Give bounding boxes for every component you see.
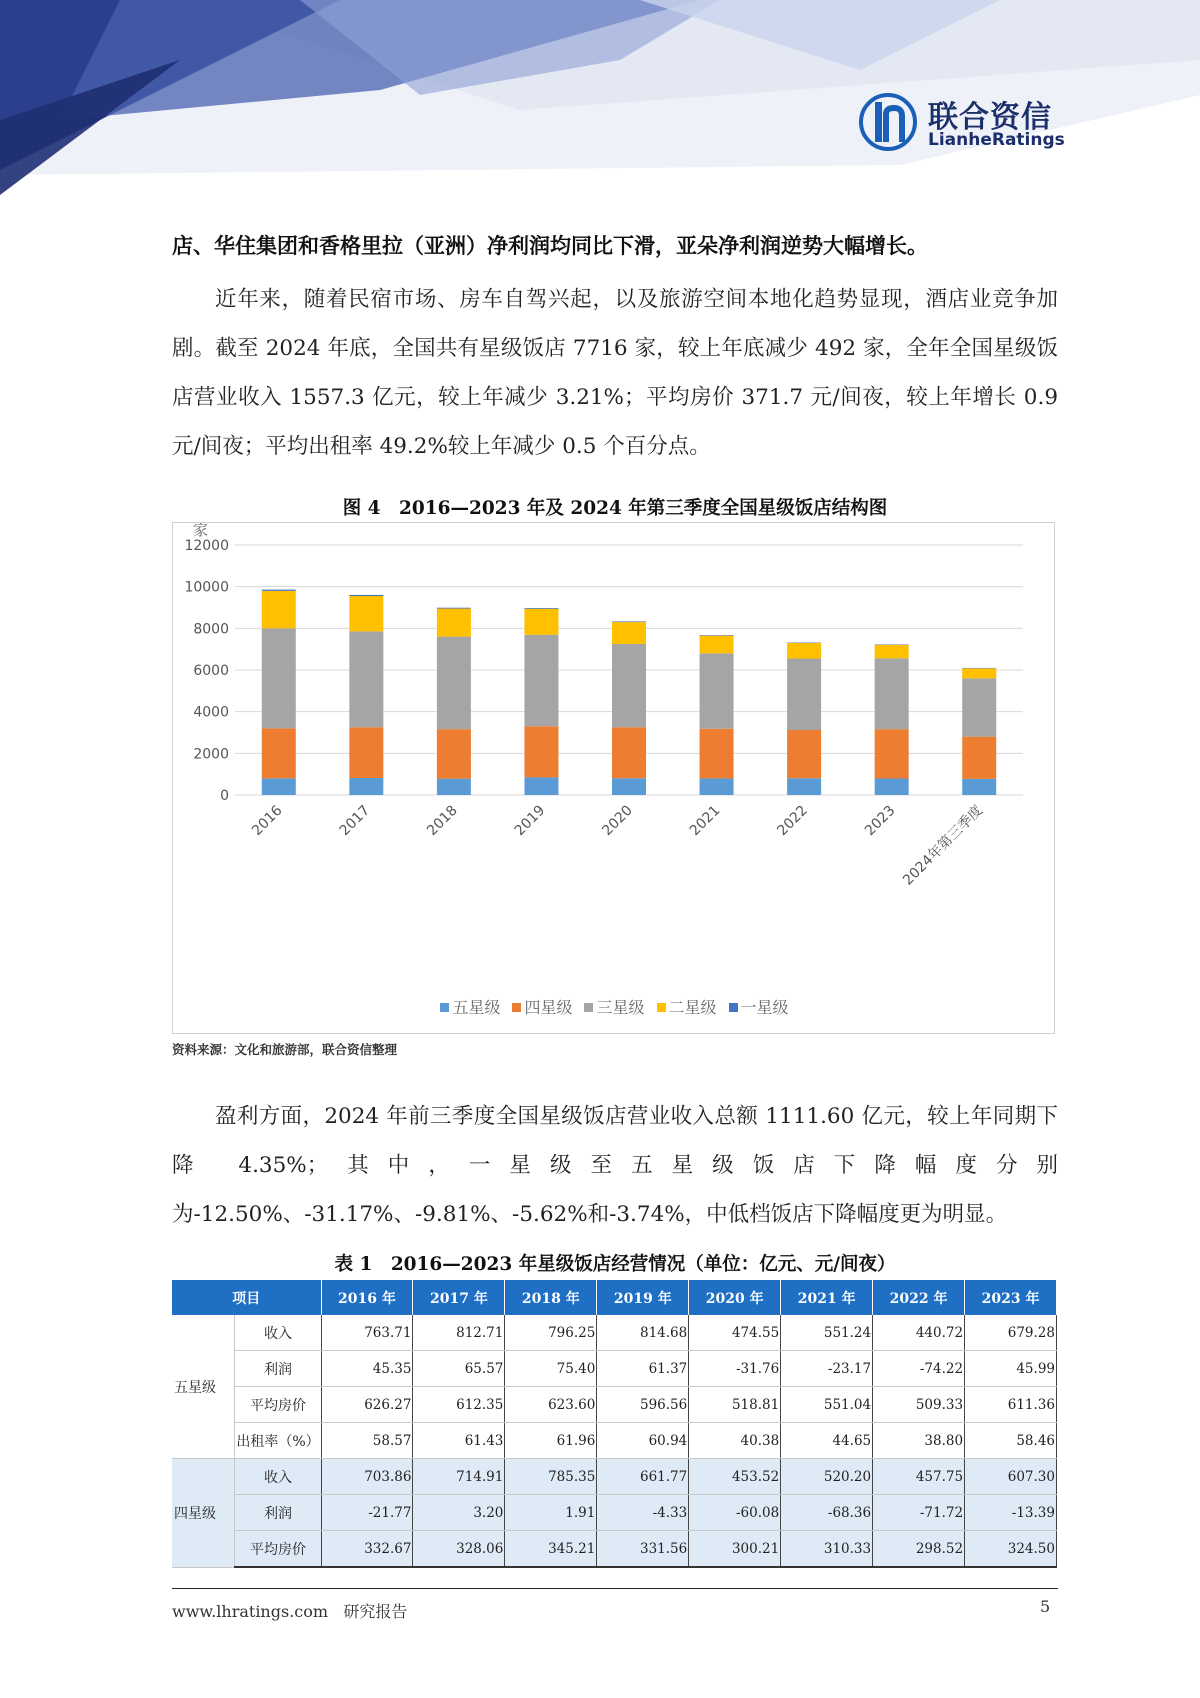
- table-cell: 44.65: [781, 1423, 873, 1459]
- bar-segment-2: [262, 628, 296, 728]
- footer-divider: [172, 1588, 1058, 1589]
- bar-segment-3: [524, 609, 558, 635]
- y-tick-label: 12000: [184, 538, 229, 554]
- y-tick-label: 4000: [193, 704, 229, 721]
- table-row: [172, 1459, 1057, 1495]
- y-tick-label: 8000: [193, 621, 229, 638]
- x-tick-label: 2018: [424, 802, 461, 840]
- table-cell: -23.17: [781, 1351, 873, 1387]
- table-cell: 345.21: [505, 1531, 597, 1568]
- table-header-cell: 2017 年: [413, 1280, 505, 1315]
- x-tick-label: 2020: [599, 802, 636, 840]
- y-tick-label: 10000: [184, 579, 229, 596]
- table-cell: -60.08: [689, 1495, 781, 1531]
- table-cell: 474.55: [689, 1315, 781, 1351]
- table-cell: -21.77: [321, 1495, 413, 1531]
- bar-segment-4: [262, 590, 296, 591]
- bar-segment-1: [962, 737, 996, 779]
- legend-label: 二星级: [668, 998, 717, 1017]
- bar-segment-4: [349, 595, 383, 596]
- figure-title: 图 4 2016—2023 年及 2024 年第三季度全国星级饭店结构图: [342, 498, 888, 519]
- bar-segment-0: [349, 778, 383, 795]
- legend-label: 一星级: [740, 998, 789, 1017]
- x-tick-label: 2024年第三季度: [900, 802, 987, 889]
- table-cell: 626.27: [321, 1387, 413, 1423]
- legend-item: [657, 995, 717, 1018]
- legend-swatch: [584, 1003, 593, 1012]
- bar-segment-2: [700, 653, 734, 728]
- table-header-cell: 项目: [172, 1280, 321, 1315]
- stacked-bar-chart: [173, 523, 1056, 1035]
- x-tick-label: 2021: [686, 802, 724, 840]
- table-cell: 60.94: [597, 1423, 689, 1459]
- table-header-cell: 2023 年: [965, 1280, 1057, 1315]
- table-cell: 3.20: [413, 1495, 505, 1531]
- table-item-label: 收入: [234, 1315, 321, 1351]
- table-cell: 38.80: [873, 1423, 965, 1459]
- x-tick-label: 2023: [861, 802, 899, 840]
- table-row: [172, 1351, 1057, 1387]
- table-title: 表 1 2016—2023 年星级饭店经营情况（单位：亿元、元/间夜）: [334, 1254, 896, 1275]
- table-cell: -13.39: [965, 1495, 1057, 1531]
- table-cell: -4.33: [597, 1495, 689, 1531]
- table-cell: 714.91: [413, 1459, 505, 1495]
- bar-segment-1: [875, 729, 909, 778]
- footer-left: [172, 1599, 407, 1622]
- table-cell: 1.91: [505, 1495, 597, 1531]
- table-cell: 75.40: [505, 1351, 597, 1387]
- bar-segment-0: [612, 778, 646, 795]
- table-cell: -71.72: [873, 1495, 965, 1531]
- table-item-label: 收入: [234, 1459, 321, 1495]
- lianhe-ratings-logo: [858, 92, 1068, 156]
- table-cell: 763.71: [321, 1315, 413, 1351]
- bar-segment-1: [612, 727, 646, 778]
- table-item-label: 出租率（%）: [234, 1423, 321, 1459]
- table-cell: 440.72: [873, 1315, 965, 1351]
- table-cell: 785.35: [505, 1459, 597, 1495]
- paragraph-hotel-market: 近年来，随着民宿市场、房车自驾兴起，以及旅游空间本地化趋势显现，酒店业竞争加剧。截至 2024 年底，全国共有星级饭店 7716 家，较上年底减少 492 家，全年全国星级饭店营业收入 1557.3 亿元，较上年减少 3.21%；平均房价 371.7 元/间夜，较上年增长 0.9 元/间夜；平均出租率 49.2%较上年减少 0.5 个百分点。: [172, 287, 1058, 459]
- table-header-row: [172, 1280, 1057, 1315]
- table-header-cell: 2018 年: [505, 1280, 597, 1315]
- table-group-label: 四星级: [172, 1459, 234, 1568]
- bar-segment-0: [524, 777, 558, 795]
- bar-segment-1: [787, 730, 821, 778]
- table-cell: 324.50: [965, 1531, 1057, 1568]
- table-cell: 509.33: [873, 1387, 965, 1423]
- bar-segment-0: [787, 778, 821, 795]
- logo-chinese-name: 联合资信: [928, 100, 1052, 135]
- table-cell: 331.56: [597, 1531, 689, 1568]
- table-cell: 61.43: [413, 1423, 505, 1459]
- table-cell: 703.86: [321, 1459, 413, 1495]
- bar-segment-3: [875, 645, 909, 659]
- bar-segment-2: [437, 637, 471, 729]
- table-cell: 300.21: [689, 1531, 781, 1568]
- table-row: [172, 1315, 1057, 1351]
- bar-segment-0: [262, 778, 296, 795]
- table-cell: 518.81: [689, 1387, 781, 1423]
- table-cell: 679.28: [965, 1315, 1057, 1351]
- bar-segment-1: [524, 726, 558, 777]
- table-header-cell: 2022 年: [873, 1280, 965, 1315]
- table-cell: 611.36: [965, 1387, 1057, 1423]
- bar-segment-2: [875, 658, 909, 729]
- x-tick-label: 2022: [774, 802, 811, 840]
- table-header-cell: 2020 年: [689, 1280, 781, 1315]
- bar-segment-2: [524, 635, 558, 726]
- table-cell: 607.30: [965, 1459, 1057, 1495]
- footer-website: www.lhratings.com: [172, 1602, 329, 1621]
- table-cell: 596.56: [597, 1387, 689, 1423]
- figure-source: 资料来源：文化和旅游部，联合资信整理: [172, 1042, 398, 1057]
- bar-segment-1: [262, 728, 296, 778]
- table-cell: -31.76: [689, 1351, 781, 1387]
- table-cell: 661.77: [597, 1459, 689, 1495]
- bar-segment-2: [787, 659, 821, 730]
- legend-label: 三星级: [596, 998, 645, 1017]
- table-cell: 812.71: [413, 1315, 505, 1351]
- table-cell: 61.96: [505, 1423, 597, 1459]
- y-axis-label: 家: [193, 523, 209, 539]
- lead-sentence: 店、华住集团和香格里拉（亚洲）净利润均同比下滑，亚朵净利润逆势大幅增长。: [172, 233, 928, 258]
- bar-segment-4: [437, 608, 471, 609]
- x-tick-label: 2019: [511, 802, 549, 840]
- table-cell: 298.52: [873, 1531, 965, 1568]
- table-cell: 61.37: [597, 1351, 689, 1387]
- table-cell: 623.60: [505, 1387, 597, 1423]
- table-header-cell: 2021 年: [781, 1280, 873, 1315]
- table-cell: 814.68: [597, 1315, 689, 1351]
- table-cell: 40.38: [689, 1423, 781, 1459]
- legend-item: [440, 995, 500, 1018]
- table-item-label: 利润: [234, 1351, 321, 1387]
- table-cell: 796.25: [505, 1315, 597, 1351]
- legend-item: [512, 995, 572, 1018]
- table-row: [172, 1495, 1057, 1531]
- bar-segment-4: [612, 621, 646, 622]
- table-cell: -68.36: [781, 1495, 873, 1531]
- hotel-operations-table: [172, 1280, 1057, 1568]
- table-cell: 58.57: [321, 1423, 413, 1459]
- page-number: 5: [1040, 1597, 1051, 1616]
- bar-segment-4: [524, 608, 558, 609]
- x-tick-label: 2017: [336, 802, 374, 840]
- table-cell: -74.22: [873, 1351, 965, 1387]
- table-item-label: 平均房价: [234, 1387, 321, 1423]
- legend-label: 四星级: [524, 998, 573, 1017]
- table-item-label: 利润: [234, 1495, 321, 1531]
- footer-doc-type: 研究报告: [343, 1602, 408, 1621]
- bar-segment-3: [787, 643, 821, 659]
- legend-swatch: [512, 1003, 521, 1012]
- x-tick-label: 2016: [249, 802, 286, 840]
- logo-english-name: LianheRatings: [928, 130, 1065, 150]
- bar-segment-0: [875, 779, 909, 796]
- table-cell: 551.24: [781, 1315, 873, 1351]
- table-body: [172, 1315, 1057, 1567]
- table-cell: 520.20: [781, 1459, 873, 1495]
- legend-label: 五星级: [452, 998, 501, 1017]
- table-cell: 457.75: [873, 1459, 965, 1495]
- bar-segment-0: [700, 778, 734, 795]
- y-tick-label: 0: [220, 788, 229, 804]
- bar-segment-1: [437, 729, 471, 778]
- y-tick-label: 2000: [193, 746, 229, 763]
- bar-segment-3: [437, 609, 471, 637]
- table-cell: 45.35: [321, 1351, 413, 1387]
- chart-container: [172, 522, 1055, 1034]
- table-cell: 58.46: [965, 1423, 1057, 1459]
- bar-segment-3: [962, 668, 996, 678]
- table-row: [172, 1531, 1057, 1568]
- table-header-cell: 2016 年: [321, 1280, 413, 1315]
- table-cell: 65.57: [413, 1351, 505, 1387]
- legend-item: [584, 995, 644, 1018]
- legend-swatch: [657, 1003, 666, 1012]
- legend-swatch: [729, 1003, 738, 1012]
- bar-segment-2: [962, 678, 996, 736]
- table-header-cell: 2019 年: [597, 1280, 689, 1315]
- legend-item: [729, 995, 789, 1018]
- bar-segment-3: [349, 596, 383, 631]
- table-cell: 453.52: [689, 1459, 781, 1495]
- y-tick-label: 6000: [193, 663, 229, 679]
- legend-swatch: [440, 1003, 449, 1012]
- bar-segment-1: [349, 727, 383, 778]
- table-cell: 45.99: [965, 1351, 1057, 1387]
- table-cell: 310.33: [781, 1531, 873, 1568]
- table-cell: 612.35: [413, 1387, 505, 1423]
- table-row: [172, 1387, 1057, 1423]
- bar-segment-3: [700, 636, 734, 654]
- table-cell: 328.06: [413, 1531, 505, 1568]
- table-cell: 332.67: [321, 1531, 413, 1568]
- bar-segment-3: [612, 622, 646, 644]
- bar-segment-3: [262, 591, 296, 629]
- table-row: [172, 1423, 1057, 1459]
- table-group-label: 五星级: [172, 1315, 234, 1459]
- chart-legend: [173, 995, 1056, 1018]
- lianhe-logo-icon: [858, 92, 918, 152]
- bar-segment-0: [962, 779, 996, 795]
- table-item-label: 平均房价: [234, 1531, 321, 1568]
- bar-segment-1: [700, 729, 734, 779]
- paragraph-profitability: 盈利方面，2024 年前三季度全国星级饭店营业收入总额 1111.60 亿元，较上年同期下降 4.35%；其中，一星级至五星级饭店下降幅度分别为-12.50%、-31.17%、-9.81%、-5.62%和-3.74%，中低档饭店下降幅度更为明显。: [172, 1104, 1058, 1227]
- bar-segment-2: [349, 631, 383, 727]
- bar-segment-4: [700, 635, 734, 636]
- bar-segment-2: [612, 644, 646, 727]
- table-cell: 551.04: [781, 1387, 873, 1423]
- bar-segment-0: [437, 779, 471, 795]
